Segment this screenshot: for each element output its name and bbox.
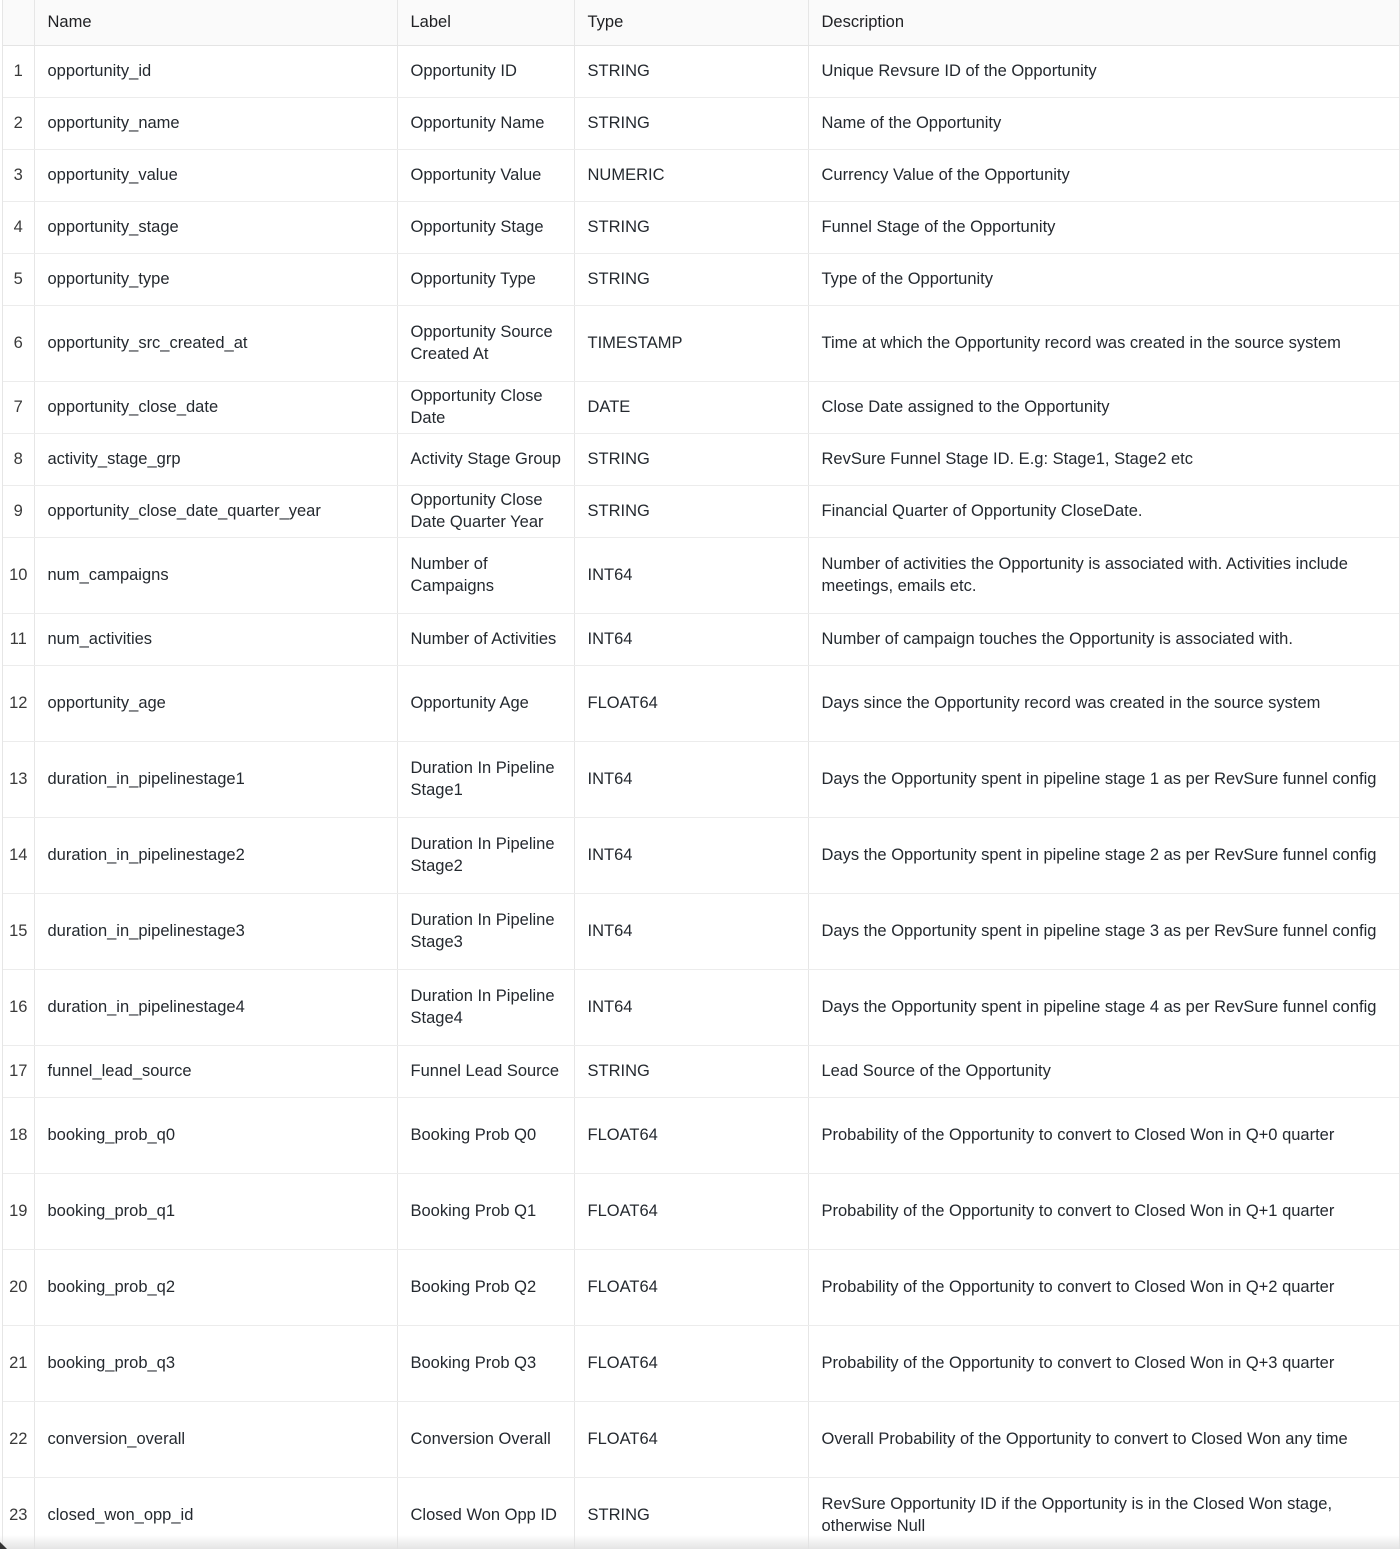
table-row[interactable] [3, 1325, 1399, 1401]
field-name: activity_stage_grp [34, 433, 397, 485]
table-row[interactable] [3, 1045, 1399, 1097]
field-label: Duration In Pipeline Stage3 [397, 893, 574, 969]
table-row[interactable] [3, 1173, 1399, 1249]
row-index: 20 [3, 1249, 34, 1325]
field-description: Number of campaign touches the Opportunity is associated with. [808, 613, 1399, 665]
table-row[interactable] [3, 969, 1399, 1045]
field-type: STRING [574, 433, 808, 485]
field-type: STRING [574, 485, 808, 537]
field-name: opportunity_value [34, 149, 397, 201]
table-row[interactable] [3, 613, 1399, 665]
field-description: Probability of the Opportunity to convert to Closed Won in Q+3 quarter [808, 1325, 1399, 1401]
field-type: INT64 [574, 969, 808, 1045]
field-type: INT64 [574, 537, 808, 613]
field-name: booking_prob_q3 [34, 1325, 397, 1401]
header-row [3, 0, 1399, 45]
field-description: Days the Opportunity spent in pipeline stage 1 as per RevSure funnel config [808, 741, 1399, 817]
field-name: booking_prob_q2 [34, 1249, 397, 1325]
table-row[interactable] [3, 817, 1399, 893]
table-row[interactable] [3, 433, 1399, 485]
field-name: duration_in_pipelinestage3 [34, 893, 397, 969]
field-description: Days the Opportunity spent in pipeline stage 4 as per RevSure funnel config [808, 969, 1399, 1045]
table-row[interactable] [3, 1249, 1399, 1325]
header-label[interactable]: Label [397, 0, 574, 45]
field-name: opportunity_type [34, 253, 397, 305]
field-type: TIMESTAMP [574, 305, 808, 381]
table-row[interactable] [3, 305, 1399, 381]
field-type: FLOAT64 [574, 1249, 808, 1325]
field-description: RevSure Funnel Stage ID. E.g: Stage1, Stage2 etc [808, 433, 1399, 485]
field-type: DATE [574, 381, 808, 433]
field-label: Duration In Pipeline Stage1 [397, 741, 574, 817]
table-row[interactable] [3, 149, 1399, 201]
field-type: NUMERIC [574, 149, 808, 201]
field-type: FLOAT64 [574, 1097, 808, 1173]
row-index: 1 [3, 45, 34, 97]
field-type: INT64 [574, 893, 808, 969]
row-index: 9 [3, 485, 34, 537]
table-row[interactable] [3, 485, 1399, 537]
field-type: STRING [574, 1477, 808, 1549]
field-description: Days the Opportunity spent in pipeline stage 2 as per RevSure funnel config [808, 817, 1399, 893]
field-label: Number of Activities [397, 613, 574, 665]
field-type: STRING [574, 1045, 808, 1097]
row-index: 7 [3, 381, 34, 433]
field-label: Opportunity Type [397, 253, 574, 305]
row-index: 22 [3, 1401, 34, 1477]
field-name: conversion_overall [34, 1401, 397, 1477]
field-label: Duration In Pipeline Stage2 [397, 817, 574, 893]
field-label: Booking Prob Q3 [397, 1325, 574, 1401]
field-type: STRING [574, 253, 808, 305]
table-header [3, 0, 1399, 45]
field-description: Number of activities the Opportunity is associated with. Activities include meetings, emails etc. [808, 537, 1399, 613]
field-type: FLOAT64 [574, 1401, 808, 1477]
field-name: closed_won_opp_id [34, 1477, 397, 1549]
row-index: 6 [3, 305, 34, 381]
field-label: Opportunity ID [397, 45, 574, 97]
field-type: STRING [574, 45, 808, 97]
field-name: num_activities [34, 613, 397, 665]
table-row[interactable] [3, 381, 1399, 433]
field-name: opportunity_close_date_quarter_year [34, 485, 397, 537]
field-label: Booking Prob Q1 [397, 1173, 574, 1249]
field-name: opportunity_id [34, 45, 397, 97]
table-row[interactable] [3, 45, 1399, 97]
field-type: STRING [574, 201, 808, 253]
field-label: Opportunity Close Date [397, 381, 574, 433]
field-name: duration_in_pipelinestage1 [34, 741, 397, 817]
field-name: opportunity_close_date [34, 381, 397, 433]
field-label: Funnel Lead Source [397, 1045, 574, 1097]
schema-table [3, 0, 1399, 1549]
field-type: INT64 [574, 613, 808, 665]
field-description: Days since the Opportunity record was created in the source system [808, 665, 1399, 741]
field-label: Number of Campaigns [397, 537, 574, 613]
field-description: Overall Probability of the Opportunity to convert to Closed Won any time [808, 1401, 1399, 1477]
field-label: Opportunity Close Date Quarter Year [397, 485, 574, 537]
row-index: 16 [3, 969, 34, 1045]
table-row[interactable] [3, 665, 1399, 741]
row-index: 2 [3, 97, 34, 149]
field-type: FLOAT64 [574, 1173, 808, 1249]
table-row[interactable] [3, 741, 1399, 817]
field-description: Probability of the Opportunity to convert to Closed Won in Q+0 quarter [808, 1097, 1399, 1173]
field-label: Opportunity Value [397, 149, 574, 201]
field-name: booking_prob_q0 [34, 1097, 397, 1173]
row-index: 13 [3, 741, 34, 817]
table-body [3, 45, 1399, 1549]
table-row[interactable] [3, 1097, 1399, 1173]
field-name: opportunity_name [34, 97, 397, 149]
field-description: Name of the Opportunity [808, 97, 1399, 149]
header-type[interactable]: Type [574, 0, 808, 45]
field-description: Time at which the Opportunity record was created in the source system [808, 305, 1399, 381]
field-label: Closed Won Opp ID [397, 1477, 574, 1549]
field-description: Lead Source of the Opportunity [808, 1045, 1399, 1097]
field-description: Currency Value of the Opportunity [808, 149, 1399, 201]
table-row[interactable] [3, 893, 1399, 969]
field-label: Opportunity Source Created At [397, 305, 574, 381]
field-label: Opportunity Age [397, 665, 574, 741]
field-type: INT64 [574, 741, 808, 817]
field-description: Days the Opportunity spent in pipeline stage 3 as per RevSure funnel config [808, 893, 1399, 969]
field-name: funnel_lead_source [34, 1045, 397, 1097]
field-label: Opportunity Stage [397, 201, 574, 253]
field-label: Booking Prob Q2 [397, 1249, 574, 1325]
field-description: Probability of the Opportunity to convert to Closed Won in Q+2 quarter [808, 1249, 1399, 1325]
field-name: duration_in_pipelinestage2 [34, 817, 397, 893]
field-type: FLOAT64 [574, 665, 808, 741]
table-row[interactable] [3, 253, 1399, 305]
row-index: 10 [3, 537, 34, 613]
field-description: Type of the Opportunity [808, 253, 1399, 305]
field-label: Conversion Overall [397, 1401, 574, 1477]
field-name: opportunity_src_created_at [34, 305, 397, 381]
bottom-fade [0, 1535, 1400, 1549]
field-name: opportunity_age [34, 665, 397, 741]
field-description: RevSure Opportunity ID if the Opportunity is in the Closed Won stage, otherwise Null [808, 1477, 1399, 1549]
table-row[interactable] [3, 537, 1399, 613]
header-name[interactable]: Name [34, 0, 397, 45]
row-index: 21 [3, 1325, 34, 1401]
row-index: 15 [3, 893, 34, 969]
field-label: Booking Prob Q0 [397, 1097, 574, 1173]
field-label: Activity Stage Group [397, 433, 574, 485]
field-name: opportunity_stage [34, 201, 397, 253]
header-index [3, 0, 34, 45]
field-description: Probability of the Opportunity to convert to Closed Won in Q+1 quarter [808, 1173, 1399, 1249]
resize-corner-icon [0, 1542, 7, 1549]
row-index: 5 [3, 253, 34, 305]
field-description: Funnel Stage of the Opportunity [808, 201, 1399, 253]
field-type: INT64 [574, 817, 808, 893]
schema-table-container [2, 0, 1400, 1549]
header-description[interactable]: Description [808, 0, 1399, 45]
table-row[interactable] [3, 1401, 1399, 1477]
field-label: Duration In Pipeline Stage4 [397, 969, 574, 1045]
field-name: booking_prob_q1 [34, 1173, 397, 1249]
field-name: duration_in_pipelinestage4 [34, 969, 397, 1045]
table-row[interactable] [3, 97, 1399, 149]
row-index: 12 [3, 665, 34, 741]
row-index: 4 [3, 201, 34, 253]
field-description: Financial Quarter of Opportunity CloseDate. [808, 485, 1399, 537]
field-name: num_campaigns [34, 537, 397, 613]
field-label: Opportunity Name [397, 97, 574, 149]
field-type: FLOAT64 [574, 1325, 808, 1401]
field-type: STRING [574, 97, 808, 149]
field-description: Unique Revsure ID of the Opportunity [808, 45, 1399, 97]
field-description: Close Date assigned to the Opportunity [808, 381, 1399, 433]
table-row[interactable] [3, 201, 1399, 253]
row-index: 19 [3, 1173, 34, 1249]
row-index: 3 [3, 149, 34, 201]
row-index: 18 [3, 1097, 34, 1173]
row-index: 17 [3, 1045, 34, 1097]
row-index: 8 [3, 433, 34, 485]
row-index: 11 [3, 613, 34, 665]
row-index: 23 [3, 1477, 34, 1549]
row-index: 14 [3, 817, 34, 893]
